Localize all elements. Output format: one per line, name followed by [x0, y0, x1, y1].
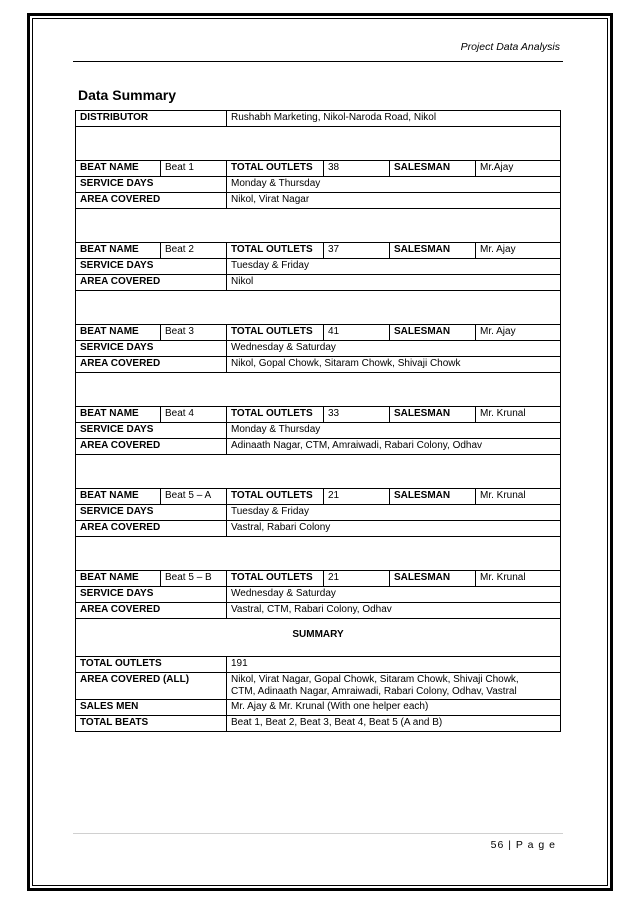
area-covered-value: Nikol, Gopal Chowk, Sitaram Chowk, Shivaji Chowk — [227, 357, 561, 373]
distributor-row — [76, 111, 561, 127]
salesman-value: Mr.Ajay — [476, 161, 561, 177]
area-covered-label: AREA COVERED — [76, 521, 227, 537]
total-outlets-label: TOTAL OUTLETS — [227, 407, 324, 423]
summary-sales-men-label: SALES MEN — [76, 700, 227, 716]
area-covered-label: AREA COVERED — [76, 439, 227, 455]
salesman-value: Mr. Krunal — [476, 571, 561, 587]
area-covered-label: AREA COVERED — [76, 275, 227, 291]
total-outlets-value: 33 — [324, 407, 390, 423]
beat-row — [76, 325, 561, 341]
area-covered-value: Vastral, CTM, Rabari Colony, Odhav — [227, 603, 561, 619]
salesman-label: SALESMAN — [390, 407, 476, 423]
service-days-label: SERVICE DAYS — [76, 341, 227, 357]
beat-name-value: Beat 3 — [161, 325, 227, 341]
service-days-label: SERVICE DAYS — [76, 505, 227, 521]
beat-name-value: Beat 2 — [161, 243, 227, 259]
beat-name-value: Beat 4 — [161, 407, 227, 423]
beat-name-label: BEAT NAME — [76, 489, 161, 505]
service-days-label: SERVICE DAYS — [76, 587, 227, 603]
summary-total-beats-value: Beat 1, Beat 2, Beat 3, Beat 4, Beat 5 (A and B) — [227, 716, 561, 732]
total-outlets-label: TOTAL OUTLETS — [227, 489, 324, 505]
beat-name-label: BEAT NAME — [76, 243, 161, 259]
salesman-label: SALESMAN — [390, 571, 476, 587]
service-days-row — [76, 177, 561, 193]
summary-area-line-2: CTM, Adinaath Nagar, Amraiwadi, Rabari Colony, Odhav, Vastral — [231, 686, 517, 697]
area-covered-row — [76, 193, 561, 209]
header-title: Project Data Analysis — [460, 41, 560, 53]
service-days-row — [76, 259, 561, 275]
distributor-value: Rushabh Marketing, Nikol-Naroda Road, Nikol — [227, 111, 561, 127]
total-outlets-value: 41 — [324, 325, 390, 341]
beat-row — [76, 407, 561, 423]
area-covered-value: Vastral, Rabari Colony — [227, 521, 561, 537]
area-covered-value: Nikol, Virat Nagar — [227, 193, 561, 209]
area-covered-label: AREA COVERED — [76, 603, 227, 619]
summary-area-label: AREA COVERED (ALL) — [76, 673, 227, 700]
area-covered-label: AREA COVERED — [76, 193, 227, 209]
spacer-row — [76, 209, 561, 243]
summary-area-value — [227, 673, 561, 700]
salesman-value: Mr. Ajay — [476, 243, 561, 259]
beat-name-label: BEAT NAME — [76, 407, 161, 423]
beat-row — [76, 489, 561, 505]
summary-area-line-1: Nikol, Virat Nagar, Gopal Chowk, Sitaram Chowk, Shivaji Chowk, — [231, 674, 519, 685]
area-covered-row — [76, 521, 561, 537]
spacer-cell — [76, 373, 561, 407]
summary-sales-men-row — [76, 700, 561, 716]
service-days-row — [76, 341, 561, 357]
spacer-cell — [76, 127, 561, 161]
spacer-cell — [76, 209, 561, 243]
summary-total-outlets-value: 191 — [227, 657, 561, 673]
spacer-row — [76, 127, 561, 161]
total-outlets-label: TOTAL OUTLETS — [227, 161, 324, 177]
service-days-value: Monday & Thursday — [227, 177, 561, 193]
spacer-row — [76, 291, 561, 325]
summary-area-row — [76, 673, 561, 700]
service-days-row — [76, 423, 561, 439]
summary-heading-row — [76, 619, 561, 657]
beat-row — [76, 161, 561, 177]
spacer-row — [76, 373, 561, 407]
summary-sales-men-value: Mr. Ajay & Mr. Krunal (With one helper each) — [227, 700, 561, 716]
service-days-label: SERVICE DAYS — [76, 177, 227, 193]
beat-name-label: BEAT NAME — [76, 161, 161, 177]
beat-name-value: Beat 1 — [161, 161, 227, 177]
service-days-value: Monday & Thursday — [227, 423, 561, 439]
service-days-value: Tuesday & Friday — [227, 505, 561, 521]
total-outlets-label: TOTAL OUTLETS — [227, 571, 324, 587]
service-days-value: Wednesday & Saturday — [227, 587, 561, 603]
area-covered-value: Nikol — [227, 275, 561, 291]
summary-total-beats-label: TOTAL BEATS — [76, 716, 227, 732]
service-days-row — [76, 587, 561, 603]
spacer-cell — [76, 455, 561, 489]
footer-divider — [73, 833, 563, 834]
section-title: Data Summary — [78, 87, 177, 103]
beat-row — [76, 243, 561, 259]
area-covered-row — [76, 439, 561, 455]
spacer-cell — [76, 537, 561, 571]
service-days-row — [76, 505, 561, 521]
total-outlets-label: TOTAL OUTLETS — [227, 325, 324, 341]
service-days-value: Tuesday & Friday — [227, 259, 561, 275]
summary-total-outlets-label: TOTAL OUTLETS — [76, 657, 227, 673]
salesman-label: SALESMAN — [390, 489, 476, 505]
spacer-cell — [76, 291, 561, 325]
summary-total-outlets-row — [76, 657, 561, 673]
total-outlets-value: 21 — [324, 571, 390, 587]
total-outlets-label: TOTAL OUTLETS — [227, 243, 324, 259]
beat-name-value: Beat 5 – A — [161, 489, 227, 505]
total-outlets-value: 37 — [324, 243, 390, 259]
area-covered-label: AREA COVERED — [76, 357, 227, 373]
service-days-label: SERVICE DAYS — [76, 423, 227, 439]
area-covered-value: Adinaath Nagar, CTM, Amraiwadi, Rabari Colony, Odhav — [227, 439, 561, 455]
area-covered-row — [76, 357, 561, 373]
distributor-label: DISTRIBUTOR — [76, 111, 227, 127]
salesman-label: SALESMAN — [390, 243, 476, 259]
salesman-value: Mr. Krunal — [476, 489, 561, 505]
beat-name-value: Beat 5 – B — [161, 571, 227, 587]
summary-total-beats-row — [76, 716, 561, 732]
beat-name-label: BEAT NAME — [76, 325, 161, 341]
beat-name-label: BEAT NAME — [76, 571, 161, 587]
service-days-label: SERVICE DAYS — [76, 259, 227, 275]
area-covered-row — [76, 275, 561, 291]
salesman-value: Mr. Ajay — [476, 325, 561, 341]
total-outlets-value: 38 — [324, 161, 390, 177]
beat-row — [76, 571, 561, 587]
spacer-row — [76, 537, 561, 571]
total-outlets-value: 21 — [324, 489, 390, 505]
area-covered-row — [76, 603, 561, 619]
spacer-row — [76, 455, 561, 489]
data-summary-table — [75, 110, 561, 732]
table-body — [76, 111, 561, 732]
service-days-value: Wednesday & Saturday — [227, 341, 561, 357]
salesman-label: SALESMAN — [390, 325, 476, 341]
salesman-label: SALESMAN — [390, 161, 476, 177]
page-number: 56 | P a g e — [490, 839, 556, 851]
header-divider — [73, 61, 563, 62]
salesman-value: Mr. Krunal — [476, 407, 561, 423]
summary-heading: SUMMARY — [76, 619, 561, 657]
